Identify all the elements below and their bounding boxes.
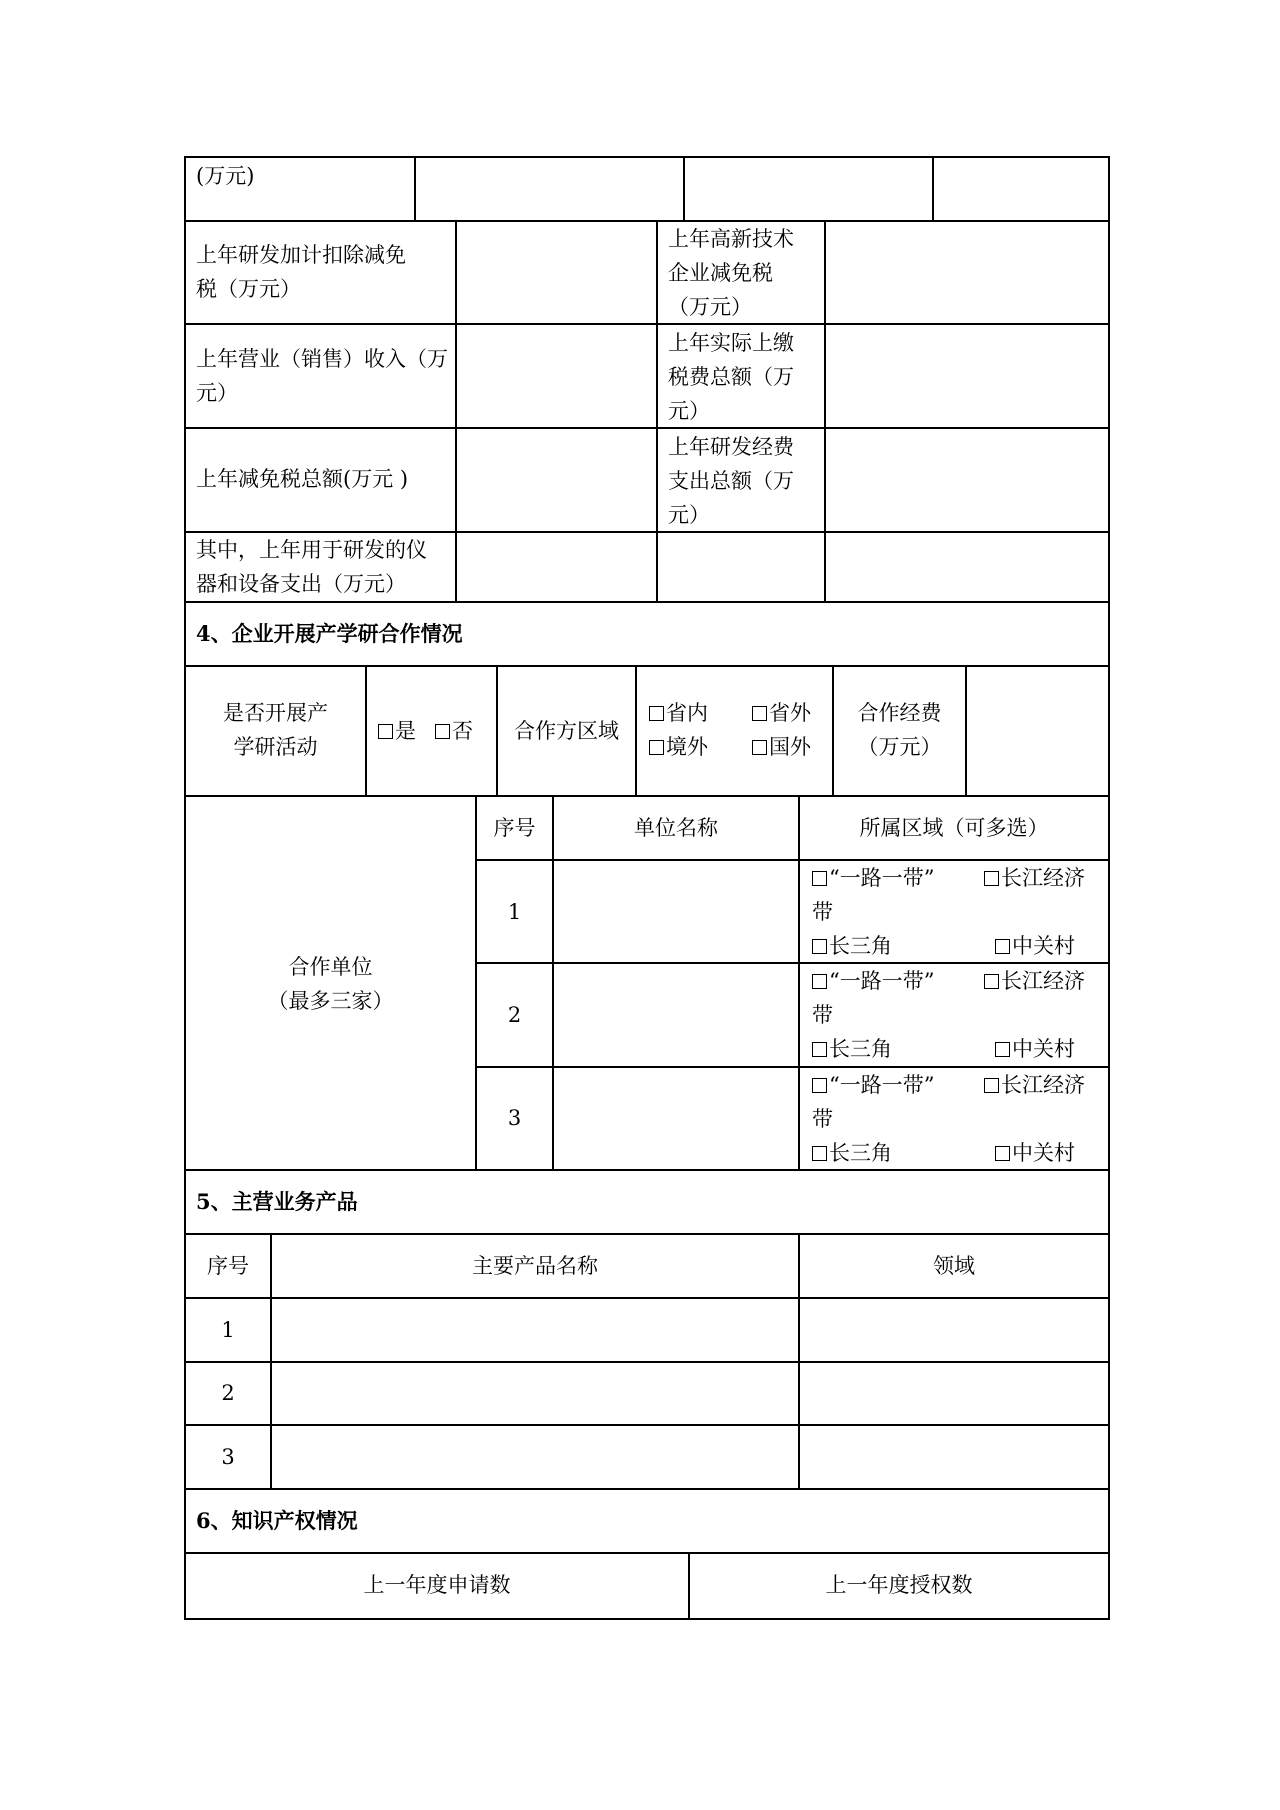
region-yrd[interactable] [812, 1136, 892, 1170]
row-divider [184, 1169, 1110, 1171]
table-right-border [1108, 156, 1110, 1620]
product-row-no: 1 [221, 1318, 235, 1342]
product-col-no-header: 序号 [207, 1254, 249, 1278]
region-zgc[interactable] [995, 1032, 1075, 1066]
revenue-value[interactable] [457, 325, 656, 427]
partner-name-field[interactable] [554, 861, 798, 962]
option-label: “一路一带” [829, 1073, 935, 1097]
checkbox-icon[interactable] [812, 939, 827, 954]
hightech-tax-value[interactable] [826, 222, 1108, 323]
region-belt-road[interactable] [812, 1068, 934, 1102]
region-yrd[interactable] [812, 929, 892, 963]
partners-label: （最多三家） [267, 989, 394, 1013]
equipment-value[interactable] [457, 533, 656, 601]
value-cell[interactable] [826, 533, 1108, 601]
checkbox-icon[interactable] [752, 706, 767, 721]
rd-expense-label: 支出总额（万 [668, 469, 794, 493]
option-label: 中关村 [1012, 1037, 1075, 1061]
region-belt-road[interactable] [812, 861, 934, 895]
option-label: 长江经济 [1001, 866, 1085, 890]
region-option-province-out[interactable] [752, 696, 811, 730]
option-label: 长江经济 [1001, 1073, 1085, 1097]
checkbox-icon[interactable] [649, 740, 664, 755]
section-heading-products: 5、主营业务产品 [196, 1189, 358, 1214]
rd-deduction-label: 上年研发加计扣除减免 [196, 243, 406, 267]
rd-deduction-value[interactable] [457, 222, 656, 323]
partner-name-field[interactable] [554, 964, 798, 1066]
checkbox-icon[interactable] [984, 1078, 999, 1093]
region-label: 合作方区域 [514, 719, 619, 743]
region-option-label: 省外 [769, 701, 811, 725]
region-yangtze-cont: 带 [812, 1107, 833, 1131]
product-name-field[interactable] [272, 1363, 798, 1424]
unit-label: (万元) [196, 164, 255, 188]
fund-value[interactable] [967, 667, 1108, 795]
no-label: 否 [452, 719, 473, 743]
checkbox-icon[interactable] [649, 706, 664, 721]
row-divider [184, 1488, 1110, 1490]
value-cell[interactable] [934, 158, 1108, 220]
checkbox-icon[interactable] [812, 1042, 827, 1057]
region-yangtze-cont: 带 [812, 900, 833, 924]
region-option-overseas[interactable] [649, 730, 708, 764]
product-field-field[interactable] [800, 1426, 1108, 1488]
region-yangtze-cont: 带 [812, 1003, 833, 1027]
product-name-field[interactable] [272, 1426, 798, 1488]
fund-label: （万元） [857, 735, 942, 759]
checkbox-icon[interactable] [995, 1042, 1010, 1057]
product-field-field[interactable] [800, 1299, 1108, 1361]
partner-row-no: 2 [507, 1003, 522, 1027]
region-belt-road[interactable] [812, 964, 934, 998]
tax-reduction-value[interactable] [457, 429, 656, 531]
option-label: 中关村 [1012, 1141, 1075, 1165]
yes-label: 是 [395, 719, 416, 743]
col-name-header: 单位名称 [634, 816, 718, 840]
equipment-label: 器和设备支出（万元） [196, 572, 406, 596]
col-divider [365, 665, 367, 797]
tax-reduction-label: 上年减免税总额(万元 ) [196, 467, 409, 491]
row-divider [184, 795, 1110, 797]
region-zgc[interactable] [995, 929, 1075, 963]
product-field-field[interactable] [800, 1363, 1108, 1424]
row-divider [184, 1552, 1110, 1554]
region-option-label: 省内 [666, 701, 708, 725]
table-bottom-border [184, 1618, 1110, 1620]
partners-label: 合作单位 [288, 955, 373, 979]
value-cell[interactable] [658, 533, 824, 601]
region-yangtze[interactable] [984, 861, 1085, 895]
checkbox-icon[interactable] [812, 871, 827, 886]
value-cell[interactable] [416, 158, 683, 220]
section-heading-ip: 6、知识产权情况 [196, 1508, 358, 1533]
rd-expense-value[interactable] [826, 429, 1108, 531]
checkbox-icon[interactable] [812, 1146, 827, 1161]
equipment-label: 其中，上年用于研发的仪 [196, 538, 427, 562]
col-no-header: 序号 [493, 816, 536, 840]
col-divider [635, 665, 637, 797]
region-yangtze[interactable] [984, 964, 1085, 998]
region-option-label: 国外 [769, 735, 811, 759]
product-row-no: 2 [221, 1381, 235, 1405]
section-heading-cooperation: 4、企业开展产学研合作情况 [196, 621, 463, 646]
option-label: 长三角 [829, 1037, 892, 1061]
hightech-tax-label: 上年高新技术 [668, 227, 794, 251]
carried-out-label: 是否开展产 [223, 701, 328, 725]
revenue-label: 元） [196, 381, 238, 405]
rd-deduction-label: 税（万元） [196, 277, 301, 301]
option-label: 长江经济 [1001, 969, 1085, 993]
tax-paid-label: 税费总额（万 [668, 365, 794, 389]
option-label: “一路一带” [829, 866, 935, 890]
no-option[interactable] [435, 714, 473, 748]
region-option-province-in[interactable] [649, 696, 708, 730]
checkbox-icon[interactable] [435, 724, 450, 739]
option-label: 长三角 [829, 1141, 892, 1165]
partner-name-field[interactable] [554, 1068, 798, 1169]
checkbox-icon[interactable] [812, 974, 827, 989]
product-col-name-header: 主要产品名称 [472, 1254, 598, 1278]
fund-label: 合作经费 [857, 701, 942, 725]
row-divider [184, 1233, 1110, 1235]
tax-paid-label: 上年实际上缴 [668, 331, 794, 355]
rd-expense-label: 上年研发经费 [668, 435, 794, 459]
checkbox-icon[interactable] [995, 1146, 1010, 1161]
region-option-label: 境外 [666, 735, 708, 759]
partner-row-no: 1 [507, 900, 522, 924]
region-yrd[interactable] [812, 1032, 892, 1066]
option-label: “一路一带” [829, 969, 935, 993]
checkbox-icon[interactable] [752, 740, 767, 755]
checkbox-icon[interactable] [812, 1078, 827, 1093]
hightech-tax-label: （万元） [668, 295, 752, 319]
tax-paid-label: 元） [668, 399, 710, 423]
checkbox-icon[interactable] [984, 871, 999, 886]
yes-option[interactable] [378, 714, 416, 748]
carried-out-label: 学研活动 [233, 735, 318, 759]
col-region-header: 所属区域（可多选） [859, 816, 1049, 840]
product-name-field[interactable] [272, 1299, 798, 1361]
tax-paid-value[interactable] [826, 325, 1108, 427]
option-label: 长三角 [829, 934, 892, 958]
revenue-label: 上年营业（销售）收入（万 [196, 347, 448, 371]
checkbox-icon[interactable] [995, 939, 1010, 954]
col-divider [798, 795, 800, 1171]
partner-row-no: 3 [507, 1106, 522, 1130]
checkbox-icon[interactable] [378, 724, 393, 739]
ip-granted-header: 上一年度授权数 [825, 1573, 973, 1597]
region-zgc[interactable] [995, 1136, 1075, 1170]
product-row-no: 3 [221, 1445, 235, 1469]
product-col-field-header: 领域 [933, 1254, 975, 1278]
row-divider [184, 601, 1110, 603]
region-option-foreign[interactable] [752, 730, 811, 764]
value-cell[interactable] [685, 158, 932, 220]
checkbox-icon[interactable] [984, 974, 999, 989]
ip-applied-header: 上一年度申请数 [363, 1573, 511, 1597]
rd-expense-label: 元） [668, 503, 710, 527]
option-label: 中关村 [1012, 934, 1075, 958]
region-yangtze[interactable] [984, 1068, 1085, 1102]
hightech-tax-label: 企业减免税 [668, 261, 773, 285]
